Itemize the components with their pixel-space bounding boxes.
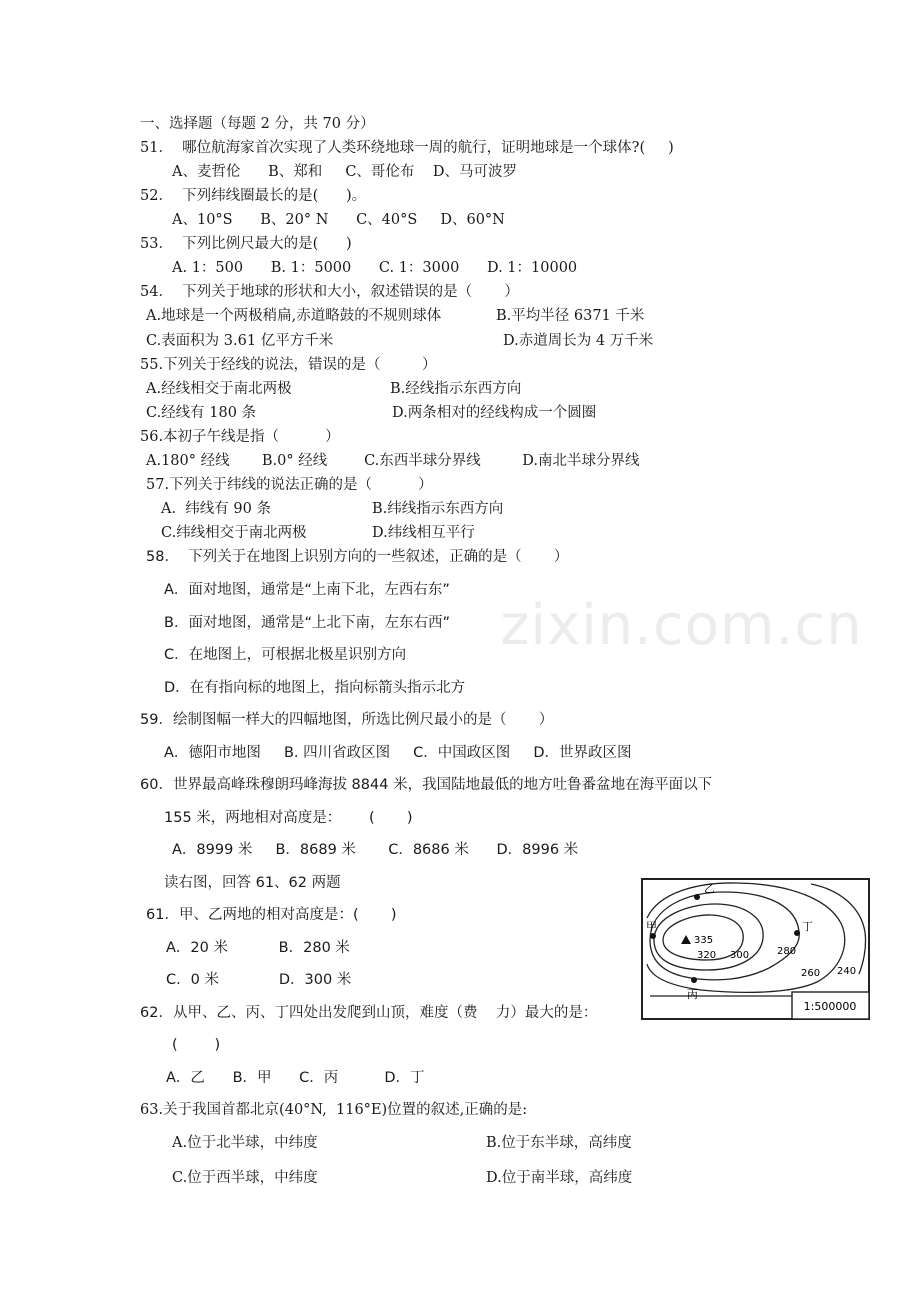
q58-option-b: B．面对地图，通常是“上北下南，左东右西” (164, 615, 450, 631)
section-title: 一、选择题（每题 2 分，共 70 分） (140, 116, 375, 132)
q58-option-a: A．面对地图，通常是“上南下北，左西右东” (164, 582, 450, 598)
point-jia-dot (650, 933, 656, 939)
contour-label-260: 260 (801, 968, 821, 979)
q52-options: A、10°S B、20° N C、40°S D、60°N (172, 212, 505, 228)
q57-option-a: A. 纬线有 90 条 (161, 501, 271, 517)
point-ding-label: 丁 (802, 920, 813, 933)
contour-map (641, 878, 871, 1021)
q55-stem: 55.下列关于经线的说法，错误的是（ ） (140, 357, 437, 373)
q56-stem: 56.本初子午线是指（ ） (140, 429, 340, 445)
q61-stem: 61．甲、乙两地的相对高度是：( ) (146, 907, 397, 923)
q55-option-d: D.两条相对的经线构成一个圆圈 (392, 405, 597, 421)
q63-option-b: B.位于东半球，高纬度 (486, 1135, 632, 1151)
contour-label-280: 280 (777, 946, 797, 957)
q60-stem: 60．世界最高峰珠穆朗玛峰海拔 8844 米，我国陆地最低的地方吐鲁番盆地在海平面以下 (140, 777, 713, 793)
q54-option-b: B.平均半径 6371 千米 (496, 308, 645, 324)
q62-stem: 62．从甲、乙、丙、丁四处出发爬到山顶，难度（费 力）最大的是： (140, 1005, 598, 1021)
q54-option-d: D.赤道周长为 4 万千米 (503, 333, 654, 349)
q62-stem-continued: ( ) (172, 1037, 221, 1053)
point-bing-dot (691, 977, 697, 983)
q55-option-a: A.经线相交于南北两极 (146, 381, 292, 397)
q53-stem: 53． 下列比例尺最大的是( ) (140, 236, 352, 252)
point-ding-dot (794, 930, 800, 936)
contour-label-240: 240 (837, 966, 857, 977)
q61-options-row1: A．20 米 B．280 米 (166, 940, 350, 956)
q52-stem: 52． 下列纬线圈最长的是( )。 (140, 188, 367, 204)
q58-option-c: C．在地图上，可根据北极星识别方向 (164, 647, 407, 663)
read-figure-instruction: 读右图，回答 61、62 两题 (164, 875, 341, 891)
q51-options: A、麦哲伦 B、郑和 C、哥伦布 D、马可波罗 (172, 164, 517, 180)
scale-label: 1:500000 (803, 1000, 857, 1013)
q62-options: A．乙 B．甲 C．丙 D．丁 (166, 1070, 425, 1086)
watermark-text: zixin.com.cn (500, 593, 863, 658)
q55-option-b: B.经线指示东西方向 (390, 381, 522, 397)
q63-stem: 63.关于我国首都北京(40°N, 116°E)位置的叙述,正确的是: (140, 1102, 528, 1118)
contour-label-300: 300 (730, 950, 750, 961)
contour-label-320: 320 (697, 950, 717, 961)
q54-stem: 54． 下列关于地球的形状和大小，叙述错误的是（ ） (140, 284, 519, 300)
q60-stem-continued: 155 米，两地相对高度是： ( ) (164, 810, 413, 826)
q63-option-a: A.位于北半球，中纬度 (172, 1135, 318, 1151)
q51-stem: 51． 哪位航海家首次实现了人类环绕地球一周的航行，证明地球是一个球体?( ) (140, 140, 674, 156)
q61-options-row2: C．0 米 D．300 米 (166, 972, 352, 988)
q56-options: A.180° 经线 B.0° 经线 C.东西半球分界线 D.南北半球分界线 (146, 453, 640, 469)
q63-option-d: D.位于南半球，高纬度 (486, 1170, 633, 1186)
q60-options: A．8999 米 B．8689 米 C．8686 米 D．8996 米 (172, 842, 579, 858)
point-yi-label: 乙 (704, 882, 715, 895)
q55-option-c: C.经线有 180 条 (146, 405, 257, 421)
point-bing-label: 丙 (687, 988, 698, 1001)
q59-options: A．德阳市地图 B. 四川省政区图 C．中国政区图 D．世界政区图 (164, 745, 632, 761)
q54-option-a: A.地球是一个两极稍扁,赤道略鼓的不规则球体 (146, 308, 442, 324)
point-yi-dot (694, 894, 700, 900)
q54-option-c: C.表面积为 3.61 亿平方千米 (146, 333, 334, 349)
q53-options: A. 1：500 B. 1：5000 C. 1：3000 D. 1：10000 (172, 260, 578, 276)
q58-stem: 58． 下列关于在地图上识别方向的一些叙述，正确的是（ ） (146, 549, 569, 565)
q57-option-c: C.纬线相交于南北两极 (161, 525, 307, 541)
q57-option-b: B.纬线指示东西方向 (372, 501, 504, 517)
q57-option-d: D.纬线相互平行 (372, 525, 475, 541)
q57-stem: 57.下列关于纬线的说法正确的是（ ） (146, 477, 433, 493)
q59-stem: 59．绘制图幅一样大的四幅地图，所选比例尺最小的是（ ） (140, 712, 554, 728)
contour-label-335: 335 (694, 935, 714, 946)
q58-option-d: D．在有指向标的地图上，指向标箭头指示北方 (164, 680, 466, 696)
point-jia-label: 甲 (646, 920, 657, 933)
q63-option-c: C.位于西半球，中纬度 (172, 1170, 318, 1186)
